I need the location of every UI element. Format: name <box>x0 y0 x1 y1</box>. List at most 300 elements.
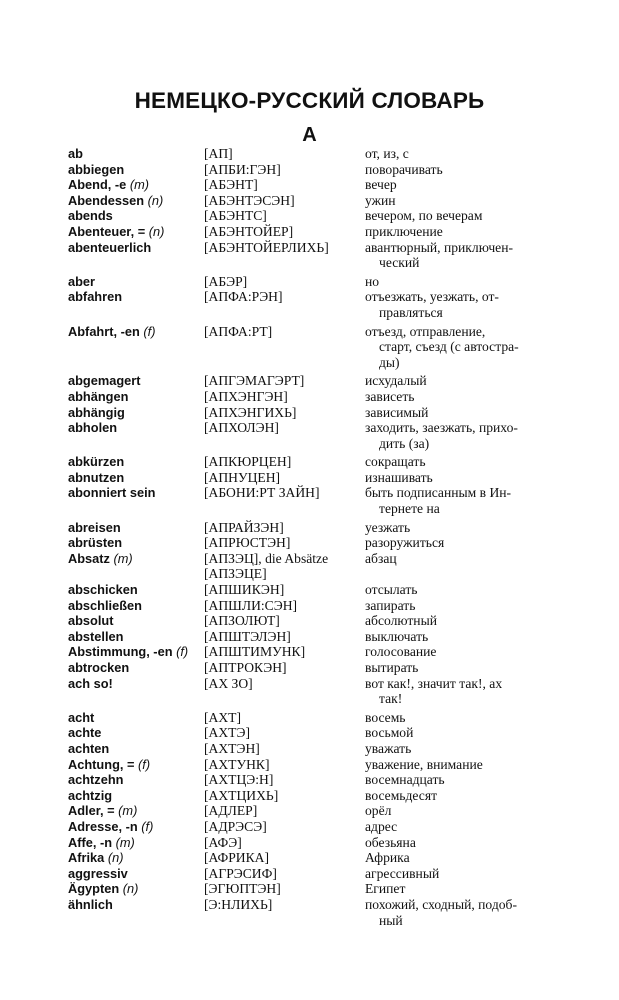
headword-text: abonniert sein <box>68 485 156 501</box>
german-headword <box>68 629 204 645</box>
dictionary-entry <box>68 240 568 271</box>
russian-translation <box>365 470 568 486</box>
pronunciation-line: [АПФА:РЭН] <box>204 289 283 305</box>
headword-text: abrüsten <box>68 535 123 551</box>
dictionary-entry <box>68 803 568 819</box>
russian-translation <box>365 613 568 629</box>
pronunciation-line: [АБЭНТ] <box>204 177 258 193</box>
russian-translation <box>365 389 568 405</box>
dictionary-entry <box>68 613 568 629</box>
pronunciation <box>204 660 365 676</box>
dictionary-entry <box>68 373 568 389</box>
russian-translation <box>365 208 568 224</box>
pronunciation <box>204 772 365 788</box>
german-headword <box>68 644 204 660</box>
pronunciation <box>204 819 365 835</box>
german-headword <box>68 598 204 614</box>
german-headword <box>68 660 204 676</box>
translation-line: быть подписанным в Ин- <box>365 485 512 501</box>
dictionary-entry <box>68 644 568 660</box>
german-headword <box>68 470 204 486</box>
russian-translation <box>365 485 568 516</box>
pronunciation <box>204 629 365 645</box>
pronunciation-line: [АПШТЭЛЭН] <box>204 628 291 644</box>
russian-translation <box>365 373 568 389</box>
pronunciation <box>204 240 365 271</box>
russian-translation <box>365 725 568 741</box>
headword-text: ab <box>68 146 83 161</box>
pronunciation-line: [АГРЭСИФ] <box>204 865 277 881</box>
translation-line: исхудалый <box>365 373 427 389</box>
translation-line: от, из, с <box>365 146 409 161</box>
pronunciation <box>204 193 365 209</box>
pronunciation <box>204 598 365 614</box>
translation-line: зависимый <box>365 404 429 420</box>
entry-group <box>68 373 568 451</box>
dictionary-entry <box>68 660 568 676</box>
pronunciation-line: [АПЗОЛЮТ] <box>204 613 280 629</box>
headword-text: abstellen <box>68 628 124 644</box>
russian-translation <box>365 644 568 660</box>
pronunciation-line: [АПХОЛЭН] <box>204 420 279 436</box>
russian-translation <box>365 803 568 819</box>
russian-translation <box>365 405 568 421</box>
entry-group <box>68 324 568 371</box>
pronunciation <box>204 520 365 536</box>
russian-translation <box>365 420 568 451</box>
german-headword <box>68 177 204 193</box>
grammatical-gender: (m) <box>115 834 135 850</box>
pronunciation-line: [АПКЮРЦЕН] <box>204 454 292 470</box>
dictionary-entry <box>68 788 568 804</box>
russian-translation <box>365 454 568 470</box>
pronunciation-line: [АФЭ] <box>204 834 242 850</box>
pronunciation <box>204 644 365 660</box>
russian-translation <box>365 240 568 271</box>
translation-line: абсолютный <box>365 613 437 629</box>
translation-line: отъезжать, уезжать, от- <box>365 289 499 305</box>
dictionary-entry <box>68 193 568 209</box>
german-headword <box>68 535 204 551</box>
german-headword <box>68 582 204 598</box>
pronunciation-line: [АПФА:РТ] <box>204 323 273 339</box>
translation-line: восьмой <box>365 725 414 741</box>
dictionary-entry <box>68 881 568 897</box>
dictionary-entry <box>68 897 568 928</box>
russian-translation <box>365 835 568 851</box>
russian-translation <box>365 897 568 928</box>
pronunciation <box>204 850 365 866</box>
pronunciation <box>204 389 365 405</box>
russian-translation <box>365 598 568 614</box>
german-headword <box>68 146 204 162</box>
headword-text: ach so! <box>68 675 113 691</box>
pronunciation-line: [ЭГЮПТЭН] <box>204 881 281 897</box>
russian-translation <box>365 676 568 707</box>
russian-translation <box>365 788 568 804</box>
russian-translation <box>365 629 568 645</box>
russian-translation <box>365 660 568 676</box>
grammatical-gender: (f) <box>143 323 156 339</box>
headword-text: Adresse, -n <box>68 818 138 834</box>
pronunciation-line: [АПЗЭЦЕ] <box>204 566 267 582</box>
headword-text: acht <box>68 709 95 725</box>
german-headword <box>68 819 204 835</box>
translation-line: поворачивать <box>365 161 443 177</box>
dictionary-entry <box>68 274 568 290</box>
translation-line: уважать <box>365 740 412 756</box>
entry-group <box>68 146 568 271</box>
translation-line: приключение <box>365 223 443 239</box>
pronunciation-line: [АПНУЦЕН] <box>204 469 281 485</box>
translation-line: запирать <box>365 597 416 613</box>
russian-translation <box>365 710 568 726</box>
pronunciation-line: [АБЭНТОЙЕРЛИХЬ] <box>204 239 329 255</box>
dictionary-entry <box>68 454 568 470</box>
headword-text: achtzehn <box>68 772 124 788</box>
german-headword <box>68 224 204 240</box>
dictionary-entry <box>68 420 568 451</box>
translation-line: отъезд, отправление, <box>365 323 486 339</box>
entry-group <box>68 710 568 928</box>
dictionary-entry <box>68 146 568 162</box>
dictionary-entry <box>68 866 568 882</box>
pronunciation <box>204 324 365 371</box>
pronunciation <box>204 788 365 804</box>
pronunciation <box>204 866 365 882</box>
headword-text: ähnlich <box>68 896 113 912</box>
pronunciation-line: [АПШИКЭН] <box>204 582 285 598</box>
translation-line: вот как!, значит так!, ах <box>365 675 503 691</box>
german-headword <box>68 881 204 897</box>
headword-text: abhängen <box>68 388 129 404</box>
dictionary-entry <box>68 598 568 614</box>
german-headword <box>68 835 204 851</box>
german-headword <box>68 772 204 788</box>
dictionary-entry <box>68 470 568 486</box>
grammatical-gender: (n) <box>122 881 139 897</box>
translation-line: адрес <box>365 818 398 834</box>
headword-text: achte <box>68 725 102 741</box>
headword-text: abschicken <box>68 582 138 598</box>
pronunciation-line: [АБОНИ:РТ ЗАЙН] <box>204 485 320 501</box>
pronunciation-line: [АХТЭ] <box>204 725 250 741</box>
german-headword <box>68 274 204 290</box>
dictionary-entry <box>68 725 568 741</box>
german-headword <box>68 208 204 224</box>
dictionary-entry <box>68 289 568 320</box>
pronunciation <box>204 208 365 224</box>
translation-line: восемьдесят <box>365 787 438 803</box>
dictionary-entry <box>68 520 568 536</box>
russian-translation <box>365 741 568 757</box>
pronunciation <box>204 177 365 193</box>
pronunciation <box>204 485 365 516</box>
pronunciation-line: [АПШЛИ:СЭН] <box>204 597 298 613</box>
pronunciation-line: [АПРАЙЗЭН] <box>204 519 284 535</box>
grammatical-gender: (f) <box>176 644 189 660</box>
pronunciation-line: [АХТ] <box>204 709 241 725</box>
russian-translation <box>365 850 568 866</box>
pronunciation <box>204 405 365 421</box>
pronunciation-line: [АБЭНТС] <box>204 208 267 224</box>
russian-translation <box>365 757 568 773</box>
german-headword <box>68 454 204 470</box>
translation-line: вечер <box>365 177 397 193</box>
translation-line: вечером, по вечерам <box>365 208 483 224</box>
german-headword <box>68 405 204 421</box>
pronunciation-line: [АДРЭСЭ] <box>204 818 267 834</box>
german-headword <box>68 613 204 629</box>
section-letter-heading: A <box>302 124 317 146</box>
pronunciation <box>204 470 365 486</box>
pronunciation-line: [АПРЮСТЭН] <box>204 535 291 551</box>
pronunciation <box>204 757 365 773</box>
dictionary-entry <box>68 551 568 582</box>
translation-line: зависеть <box>365 388 415 404</box>
headword-text: abnutzen <box>68 469 125 485</box>
translation-line: тернете на <box>379 501 440 517</box>
pronunciation-line: [АБЭР] <box>204 273 248 289</box>
german-headword <box>68 757 204 773</box>
translation-line: заходить, заезжать, прихо- <box>365 420 518 436</box>
grammatical-gender: (n) <box>107 850 124 866</box>
pronunciation <box>204 881 365 897</box>
pronunciation-line: [АХТУНК] <box>204 756 270 772</box>
dictionary-entry <box>68 710 568 726</box>
russian-translation <box>365 162 568 178</box>
dictionary-entry <box>68 629 568 645</box>
headword-text: Affe, -n <box>68 834 113 850</box>
german-headword <box>68 162 204 178</box>
pronunciation <box>204 224 365 240</box>
pronunciation <box>204 420 365 451</box>
pronunciation <box>204 741 365 757</box>
pronunciation <box>204 613 365 629</box>
russian-translation <box>365 193 568 209</box>
translation-line: вытирать <box>365 660 419 675</box>
german-headword <box>68 485 204 516</box>
translation-line: обезьяна <box>365 834 416 850</box>
russian-translation <box>365 274 568 290</box>
pronunciation <box>204 454 365 470</box>
translation-line: восемнадцать <box>365 772 445 788</box>
translation-line: ный <box>379 912 403 928</box>
german-headword <box>68 520 204 536</box>
pronunciation-line: [АФРИКА] <box>204 850 270 866</box>
headword-text: abends <box>68 208 113 224</box>
russian-translation <box>365 881 568 897</box>
german-headword <box>68 240 204 271</box>
pronunciation-line: [АБЭНТОЙЕР] <box>204 223 294 239</box>
pronunciation <box>204 710 365 726</box>
pronunciation-line: [АДЛЕР] <box>204 803 258 819</box>
russian-translation <box>365 520 568 536</box>
pronunciation <box>204 274 365 290</box>
german-headword <box>68 289 204 320</box>
pronunciation-line: [Э:НЛИХЬ] <box>204 896 273 912</box>
pronunciation <box>204 582 365 598</box>
headword-text: abgemagert <box>68 373 141 389</box>
pronunciation-line: [АП] <box>204 146 233 161</box>
translation-line: орёл <box>365 803 392 819</box>
pronunciation-line: [АХ ЗО] <box>204 675 253 691</box>
grammatical-gender: (m) <box>113 550 133 566</box>
grammatical-gender: (f) <box>138 756 151 772</box>
headword-text: abholen <box>68 420 118 436</box>
translation-line: ческий <box>379 255 420 271</box>
dictionary-entry <box>68 676 568 707</box>
german-headword <box>68 741 204 757</box>
headword-text: Ägypten <box>68 881 120 897</box>
pronunciation-line: [АПЗЭЦ], die Absätze <box>204 550 329 566</box>
pronunciation <box>204 676 365 707</box>
grammatical-gender: (m) <box>118 803 138 819</box>
translation-line: голосование <box>365 644 437 660</box>
translation-line: Африка <box>365 850 410 866</box>
page-title: НЕМЕЦКО-РУССКИЙ СЛОВАРЬ <box>134 88 485 113</box>
translation-line: агрессивный <box>365 865 440 881</box>
german-headword <box>68 803 204 819</box>
dictionary-entry <box>68 535 568 551</box>
dictionary-entry <box>68 835 568 851</box>
translation-line: абзац <box>365 550 397 566</box>
pronunciation <box>204 373 365 389</box>
headword-text: abhängig <box>68 404 125 420</box>
translation-line: восемь <box>365 709 406 725</box>
german-headword <box>68 850 204 866</box>
dictionary-entry <box>68 389 568 405</box>
pronunciation-line: [АХТЭН] <box>204 740 260 756</box>
dictionary-entry <box>68 324 568 371</box>
german-headword <box>68 788 204 804</box>
dictionary-entry <box>68 819 568 835</box>
translation-line: уезжать <box>365 519 411 535</box>
pronunciation-line: [АПБИ:ГЭН] <box>204 161 281 177</box>
translation-line: Египет <box>365 881 406 897</box>
pronunciation <box>204 535 365 551</box>
dictionary-entry <box>68 772 568 788</box>
translation-line: разоружиться <box>365 535 445 551</box>
headword-text: Afrika <box>68 850 105 866</box>
dictionary-entry <box>68 850 568 866</box>
translation-line: изнашивать <box>365 469 433 485</box>
headword-text: abkürzen <box>68 454 125 470</box>
translation-line: ды) <box>379 354 400 370</box>
pronunciation-line: [АХТЦЭ:Н] <box>204 772 274 788</box>
pronunciation <box>204 803 365 819</box>
translation-line: правляться <box>379 304 443 320</box>
russian-translation <box>365 224 568 240</box>
dictionary-entry <box>68 208 568 224</box>
headword-text: aber <box>68 273 96 289</box>
grammatical-gender: (m) <box>129 177 150 193</box>
dictionary-entry <box>68 741 568 757</box>
pronunciation-line: [АПХЭНГИХЬ] <box>204 404 297 420</box>
headword-text: achten <box>68 740 110 756</box>
grammatical-gender: (n) <box>147 192 164 208</box>
russian-translation <box>365 177 568 193</box>
grammatical-gender: (f) <box>141 818 154 834</box>
russian-translation <box>365 866 568 882</box>
dictionary-entry <box>68 582 568 598</box>
pronunciation-line: [АБЭНТЭСЭН] <box>204 192 295 208</box>
headword-text: Abendessen <box>68 192 145 208</box>
entry-group <box>68 454 568 516</box>
headword-text: Abfahrt, -en <box>68 323 140 339</box>
translation-line: отсылать <box>365 582 418 598</box>
russian-translation <box>365 819 568 835</box>
headword-text: abfahren <box>68 289 123 305</box>
german-headword <box>68 551 204 582</box>
dictionary-entry <box>68 224 568 240</box>
headword-text: abenteuerlich <box>68 239 152 255</box>
headword-text: Achtung, = <box>68 756 135 772</box>
pronunciation <box>204 289 365 320</box>
headword-text: Abend, -e <box>68 177 127 193</box>
russian-translation <box>365 582 568 598</box>
headword-text: Abstimmung, -en <box>68 644 173 660</box>
headword-text: achtzig <box>68 787 113 803</box>
grammatical-gender: (n) <box>148 223 165 239</box>
translation-line: выключать <box>365 628 429 644</box>
pronunciation <box>204 897 365 928</box>
headword-text: Abenteuer, = <box>68 223 146 239</box>
translation-line: авантюрный, приключен- <box>365 239 513 255</box>
headword-text: abtrocken <box>68 660 130 675</box>
german-headword <box>68 866 204 882</box>
pronunciation-line: [АХТЦИХЬ] <box>204 787 279 803</box>
entry-group <box>68 520 568 707</box>
headword-text: Absatz <box>68 550 110 566</box>
pronunciation <box>204 551 365 582</box>
russian-translation <box>365 146 568 162</box>
dictionary-entry <box>68 757 568 773</box>
german-headword <box>68 324 204 371</box>
german-headword <box>68 725 204 741</box>
translation-line: так! <box>379 691 403 707</box>
pronunciation-line: [АПГЭМАГЭРТ] <box>204 373 305 389</box>
pronunciation <box>204 835 365 851</box>
translation-line: старт, съезд (с автостра- <box>379 339 519 355</box>
german-headword <box>68 897 204 928</box>
german-headword <box>68 389 204 405</box>
dictionary-entry <box>68 162 568 178</box>
headword-text: abbiegen <box>68 161 125 177</box>
headword-text: absolut <box>68 613 114 629</box>
headword-text: abschließen <box>68 597 142 613</box>
translation-line: уважение, внимание <box>365 756 483 772</box>
translation-line: похожий, сходный, подоб- <box>365 896 517 912</box>
entry-group <box>68 274 568 321</box>
german-headword <box>68 193 204 209</box>
headword-text: abreisen <box>68 519 121 535</box>
pronunciation <box>204 146 365 162</box>
german-headword <box>68 420 204 451</box>
pronunciation <box>204 725 365 741</box>
pronunciation-line: [АПТРОКЭН] <box>204 660 287 675</box>
pronunciation-line: [АПХЭНГЭН] <box>204 388 288 404</box>
german-headword <box>68 373 204 389</box>
russian-translation <box>365 324 568 371</box>
translation-line: дить (за) <box>379 435 430 451</box>
headword-text: Adler, = <box>68 803 115 819</box>
translation-line: сокращать <box>365 454 426 470</box>
dictionary-entry <box>68 177 568 193</box>
dictionary-entry <box>68 405 568 421</box>
dictionary-entries <box>68 146 568 931</box>
dictionary-entry <box>68 485 568 516</box>
